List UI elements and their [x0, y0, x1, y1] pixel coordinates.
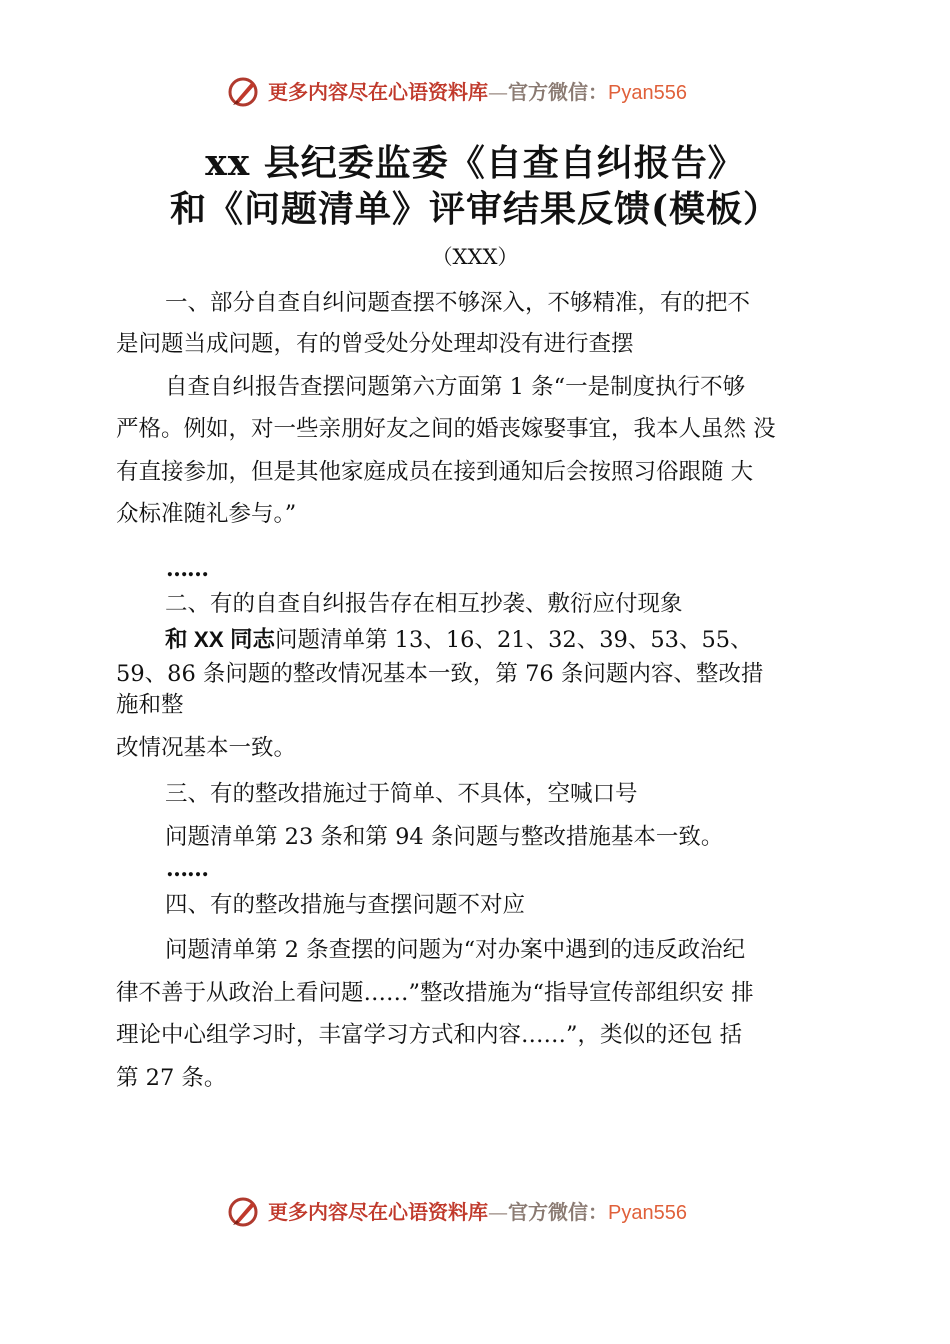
section1-para-line2: 严格。例如，对一些亲朋好友之间的婚丧嫁娶事宜，我本人虽然 没	[116, 416, 776, 442]
header-banner	[0, 72, 950, 112]
section1-para-line3: 有直接参加，但是其他家庭成员在接到通知后会按照习俗跟随 大	[116, 459, 754, 485]
section1-para-line1: 自查自纠报告查摆问题第六方面第 1 条“一是制度执行不够	[165, 374, 746, 400]
banner-lead: 更多内容尽在心语资料库	[268, 80, 488, 104]
section4-heading: 四、有的整改措施与查摆问题不对应	[165, 892, 526, 918]
section1-para-line4: 众标准随礼参与。”	[116, 501, 297, 527]
banner-dash: —	[488, 80, 508, 104]
section1-heading: 一、部分自查自纠问题查摆不够深入，不够精准，有的把不	[165, 290, 751, 316]
section2-para-line3: 施和整	[116, 692, 184, 718]
banner-wechat-id: Pyan556	[608, 1202, 687, 1224]
banner-wechat-id: Pyan556	[608, 82, 687, 104]
banner-text	[268, 1200, 687, 1225]
banner-lead: 更多内容尽在心语资料库	[268, 1200, 488, 1224]
banner-wechat-label: 官方微信：	[508, 1200, 608, 1224]
section4-para-line1: 问题清单第 2 条查摆的问题为“对办案中遇到的违反政治纪	[165, 937, 746, 963]
author-placeholder: （XXX）	[431, 245, 519, 269]
section3-para-line1: 问题清单第 23 条和第 94 条问题与整改措施基本一致。	[165, 824, 724, 850]
ellipsis-2: ……	[166, 856, 208, 882]
section2-heading: 二、有的自查自纠报告存在相互抄袭、敷衍应付现象	[165, 591, 683, 617]
section4-para-line4: 第 27 条。	[116, 1065, 227, 1091]
ellipsis-1: ……	[166, 556, 208, 582]
document-title-line2: 和《问题清单》评审结果反馈(模板）	[169, 188, 781, 230]
pen-logo-icon	[225, 74, 261, 110]
pen-logo-icon	[225, 1194, 261, 1230]
section4-para-line3: 理论中心组学习时，丰富学习方式和内容……”，类似的还包 括	[116, 1022, 743, 1048]
section2-para-line1	[165, 625, 753, 655]
section2-para-line1-text: 问题清单第 13、16、21、32、39、53、55、	[275, 627, 753, 653]
footer-banner	[0, 1192, 950, 1232]
section2-para-line4: 改情况基本一致。	[116, 735, 297, 761]
banner-wechat-label: 官方微信：	[508, 80, 608, 104]
banner-text	[268, 80, 687, 105]
banner-dash: —	[488, 1200, 508, 1224]
section2-para-line2: 59、86 条问题的整改情况基本一致，第 76 条问题内容、整改措	[116, 661, 764, 687]
section3-heading: 三、有的整改措施过于简单、不具体，空喊口号	[165, 781, 638, 807]
document-title-line1: xx 县纪委监委《自查自纠报告》	[205, 142, 745, 184]
section2-strong-name: 和 XX 同志	[165, 627, 276, 652]
section1-heading-cont: 是问题当成问题，有的曾受处分处理却没有进行查摆	[116, 331, 634, 357]
section4-para-line2: 律不善于从政治上看问题……”整改措施为“指导宣传部组织安 排	[116, 980, 754, 1006]
